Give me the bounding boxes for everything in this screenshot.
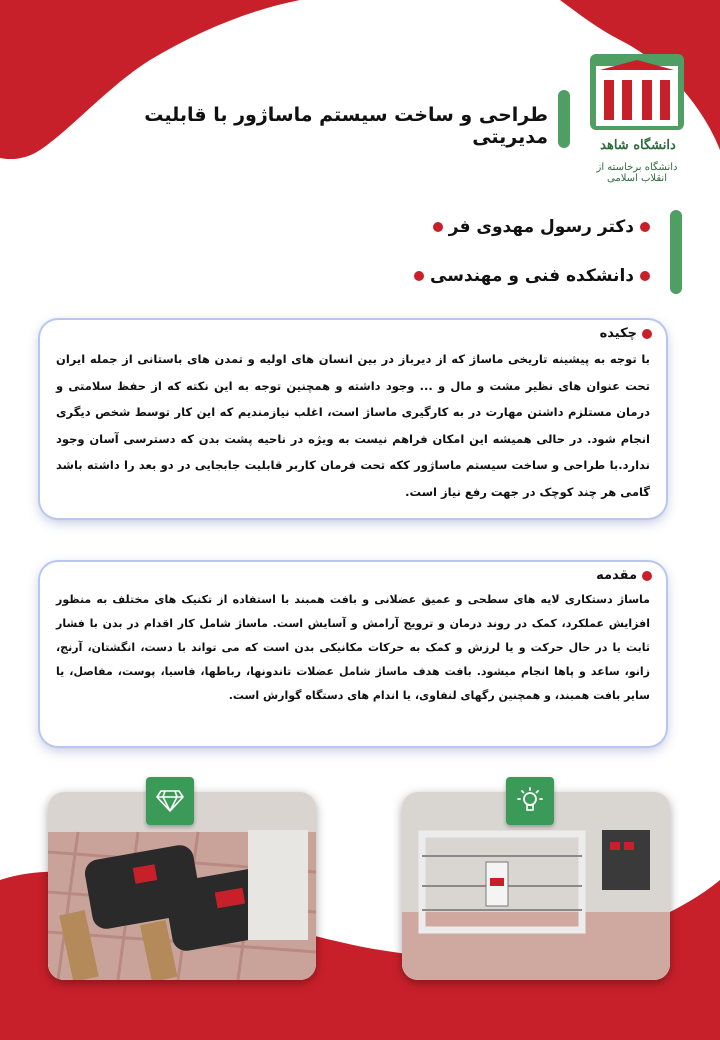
bullet-dot: [414, 271, 424, 281]
logo-name-text: دانشگاه شاهد: [600, 138, 676, 153]
lightbulb-icon: [517, 787, 543, 815]
intro-heading: [596, 568, 652, 583]
intro-text: ماساژ دستکاری لایه های سطحی و عمیق عضلانی و بافت همبند با استفاده از تکنیک های مختلف به منظور افزایش عملکرد، کمک در روند درمان و ترویج آرامش و آسایش است. ماساژ شامل کار اقدام در بدن با فشار ثابت یا در حال حرکت و یا لرزش و کمک به حرکات مکانیکی بدن است که می تواند با دست، انگشتان، آرنج، زانو، ساعد و پاها انجام میشود. بافت هدف ماساژ شامل عضلات تاندونها، رباطها، فاسیا، پوست، مفاصل، یا سایر بافت همبند، و همچنین رگهای لنفاوی، یا اندام های دستگاه گوارش است.: [56, 593, 650, 702]
abstract-text: با توجه به پیشینه تاریخی ماساژ که از دیرباز در بین انسان های اولیه و تمدن های باستانی از جمله ایران تحت عنوان های نظیر مشت و مال و ... وجود داشته و همچنین توجه به این نکته که از حفظ سلامتی و درمان مستلزم داشتن مهارت در به کارگیری ماساژ است، اغلب نیازمندیم که این کار توسط شخص دیگری انجام شود. در حالی همیشه این امکان فراهم نیست به ویژه در ناحیه پشت بدن که دسترسی آسان وجود ندارد.با طراحی و ساخت سیستم ماساژور ککه تحت فرمان کاربر قابلیت جابجایی در دو بعد را داشته باشد گامی هر چند کوچک در جهت رفع نیاز است.: [56, 352, 650, 499]
bullet-dot: [640, 271, 650, 281]
lightbulb-badge: [506, 777, 554, 825]
faculty-line: [336, 266, 656, 286]
bullet-dot: [642, 329, 652, 339]
diamond-badge: [146, 777, 194, 825]
author-name: دکتر رسول مهدوی فر: [448, 217, 634, 237]
page-title: طراحی و ساخت سیستم ماساژور با قابلیت مدیریتی: [144, 104, 548, 148]
intro-card: [40, 562, 666, 746]
bullet-dot: [640, 222, 650, 232]
abstract-heading: [600, 326, 652, 341]
university-logo: [582, 52, 692, 192]
info-accent-bar: [670, 210, 682, 294]
abstract-card: [40, 320, 666, 518]
bullet-dot: [642, 571, 652, 581]
intro-heading-text: مقدمه: [596, 568, 637, 583]
bullet-dot: [433, 222, 443, 232]
title-accent-bar: [558, 90, 570, 148]
diamond-icon: [156, 789, 184, 813]
author-line: [336, 217, 656, 237]
faculty-name: دانشکده فنی و مهندسی: [430, 266, 634, 286]
abstract-heading-text: چکیده: [599, 326, 637, 341]
logo-sub-text: دانشگاه برخاسته از انقلاب اسلامی: [596, 162, 678, 184]
